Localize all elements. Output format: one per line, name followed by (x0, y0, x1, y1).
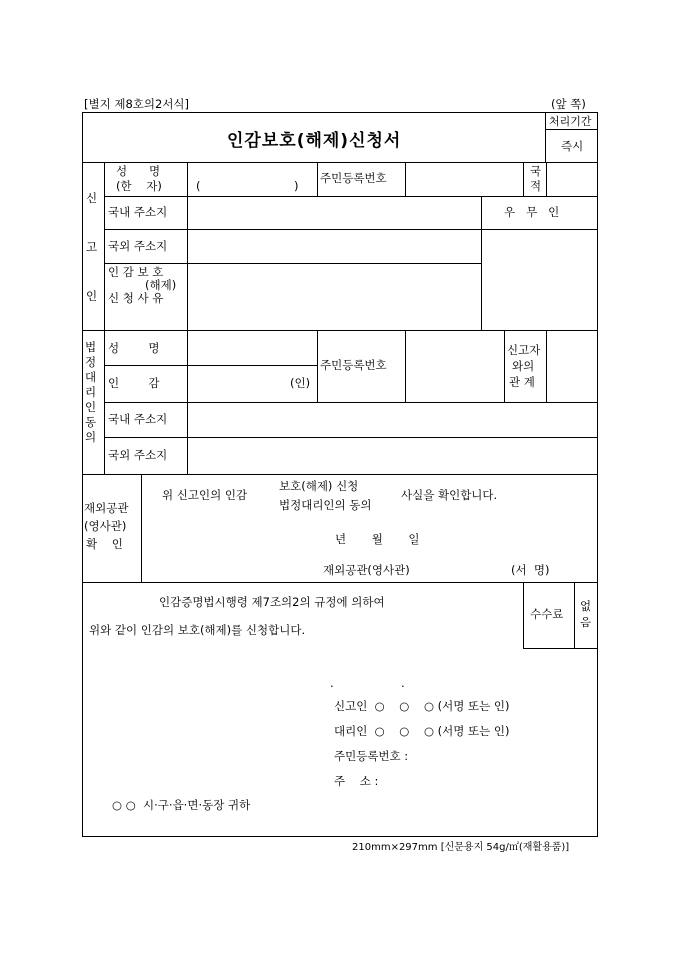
fee-label: 수수료 (530, 607, 564, 621)
relation-label-2: 와의 (512, 359, 535, 373)
paper-spec-footer: 210mm×297mm [신문용지 54g/㎡(재활용품)] (352, 842, 570, 853)
reason-label-2: (해제) (145, 278, 177, 292)
consulate-label-3: 확 인 (86, 537, 123, 551)
consulate-option-2: 법정대리인의 동의 (279, 498, 372, 512)
page-side: (앞 쪽) (551, 97, 586, 111)
consulate-sentence-suffix: 사실을 확인합니다. (401, 488, 498, 502)
agent-name-label: 성 명 (108, 341, 160, 355)
thumb-label: 우 무 인 (504, 205, 560, 219)
agent-rrn-label: 주민등록번호 (320, 358, 387, 372)
addressee: ○ ○ 시·구·읍·면·동장 귀하 (112, 798, 251, 812)
overseas-address-label: 국외 주소지 (108, 239, 168, 253)
agent-sign-line: 대리인 ○ ○ ○ (서명 또는 인) (334, 724, 510, 738)
applicant-side-1: 신 (86, 191, 98, 205)
consulate-sentence-prefix: 위 신고인의 인감 (162, 488, 248, 502)
agent-overseas-address-label: 국외 주소지 (108, 448, 168, 462)
name-label: 성 명 (116, 164, 161, 178)
domestic-address-label: 국내 주소지 (108, 205, 168, 219)
consulate-date-line: 년 월 일 (335, 532, 420, 546)
applicant-sign-line: 신고인 ○ ○ ○ (서명 또는 인) (334, 699, 510, 713)
relation-label-3: 관 계 (509, 375, 535, 389)
address-line: 주 소 : (334, 774, 379, 788)
reason-label-3: 신 청 사 유 (108, 291, 164, 305)
date-dot-2: . (401, 676, 405, 690)
agent-side-label: 법 정 대 리 인 동 의 (85, 340, 97, 444)
applicant-side-3: 인 (86, 289, 98, 303)
date-dot-1: . (330, 676, 334, 690)
consulate-option-1: 보호(해제) 신청 (279, 479, 359, 493)
name-paren-close: ) (294, 179, 299, 193)
page-title: 인감보호(해제)신청서 (227, 131, 402, 151)
consulate-label-2: (영사관) (84, 519, 127, 533)
applicant-side-2: 고 (86, 240, 98, 254)
rrn-label: 주민등록번호 (320, 171, 387, 185)
nationality-label-2: 적 (530, 179, 542, 193)
agent-seal-label: 인 감 (108, 376, 160, 390)
processing-period-label: 처리기간 (549, 115, 592, 128)
form-id: [별지 제8호의2서식] (84, 97, 190, 111)
declaration-line-1: 인감증명법시행령 제7조의2의 규정에 의하여 (159, 595, 385, 609)
name-hanja-label: (한 자) (116, 179, 162, 193)
name-paren-open: ( (196, 179, 201, 193)
nationality-label-1: 국 (530, 164, 542, 178)
fee-value-1: 없 (580, 599, 592, 613)
consulate-sign-mark: (서 명) (511, 563, 550, 577)
relation-label-1: 신고자 (507, 343, 541, 357)
processing-period-value: 즉시 (561, 139, 584, 153)
declaration-line-2: 위와 같이 인감의 보호(해제)를 신청합니다. (89, 623, 306, 637)
rrn-line: 주민등록번호 : (334, 749, 409, 763)
consulate-sign-label: 재외공관(영사관) (323, 563, 410, 577)
reason-label-1: 인 감 보 호 (108, 265, 164, 279)
fee-value-2: 음 (580, 615, 592, 629)
consulate-label-1: 재외공관 (84, 501, 129, 515)
agent-domestic-address-label: 국내 주소지 (108, 412, 168, 426)
agent-seal-mark: (인) (290, 376, 311, 390)
